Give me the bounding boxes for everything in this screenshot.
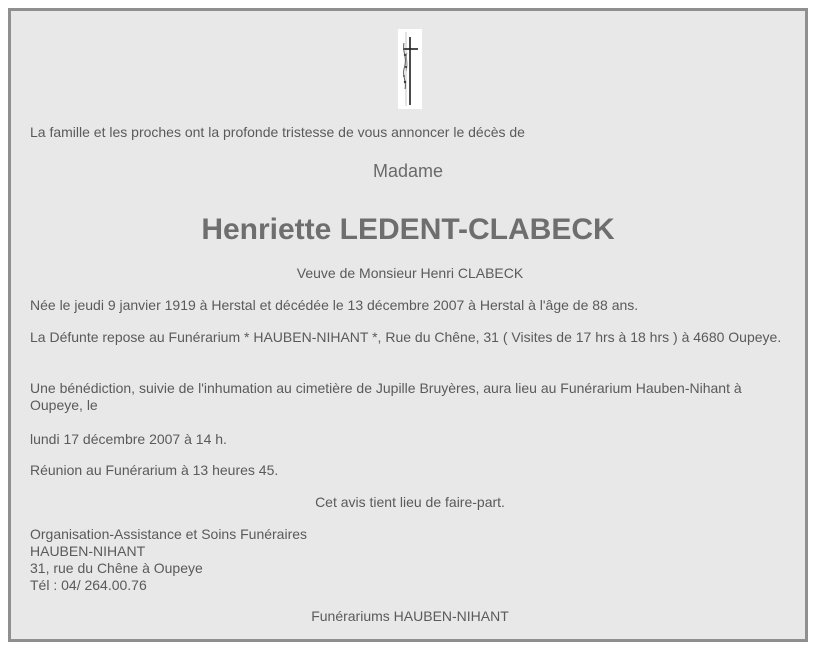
intro-text: La famille et les proches ont la profonde tristesse de vous annoncer le décès de [30,124,525,140]
cross-icon [398,29,422,109]
footer-text: Funérariums HAUBEN-NIHANT [311,608,509,624]
death-notice-card [8,8,808,642]
civility-title: Madame [372,161,444,181]
organisation-line-2: HAUBEN-NIHANT [30,543,146,559]
repose-text: La Défunte repose au Funérarium * HAUBEN-NIHANT *, Rue du Chêne, 31 ( Visites de 17 hrs à 18 hrs ) à 4680 Oupeye. [30,329,782,345]
organisation-phone: Tél : 04/ 264.00.76 [30,577,147,593]
faire-part-text: Cet avis tient lieu de faire-part. [315,494,505,510]
cross-image [398,29,422,109]
birth-death-text: Née le jeudi 9 janvier 1919 à Herstal et décédée le 13 décembre 2007 à Herstal à l'âge de 88 ans. [30,297,639,313]
deceased-name: Henriette LEDENT-CLABECK [201,213,615,246]
organisation-line-3: 31, rue du Chêne à Oupeye [30,560,203,576]
widow-of-text: Veuve de Monsieur Henri CLABECK [296,265,524,281]
ceremony-date-text: lundi 17 décembre 2007 à 14 h. [30,431,227,447]
meeting-text: Réunion au Funérarium à 13 heures 45. [30,462,279,478]
organisation-block [30,526,790,594]
ceremony-text: Une bénédiction, suivie de l'inhumation au cimetière de Jupille Bruyères, aura lieu au Funérarium Hauben-Nihant à Oupeye, le [30,380,742,413]
organisation-line-1: Organisation-Assistance et Soins Funéraires [30,526,308,542]
